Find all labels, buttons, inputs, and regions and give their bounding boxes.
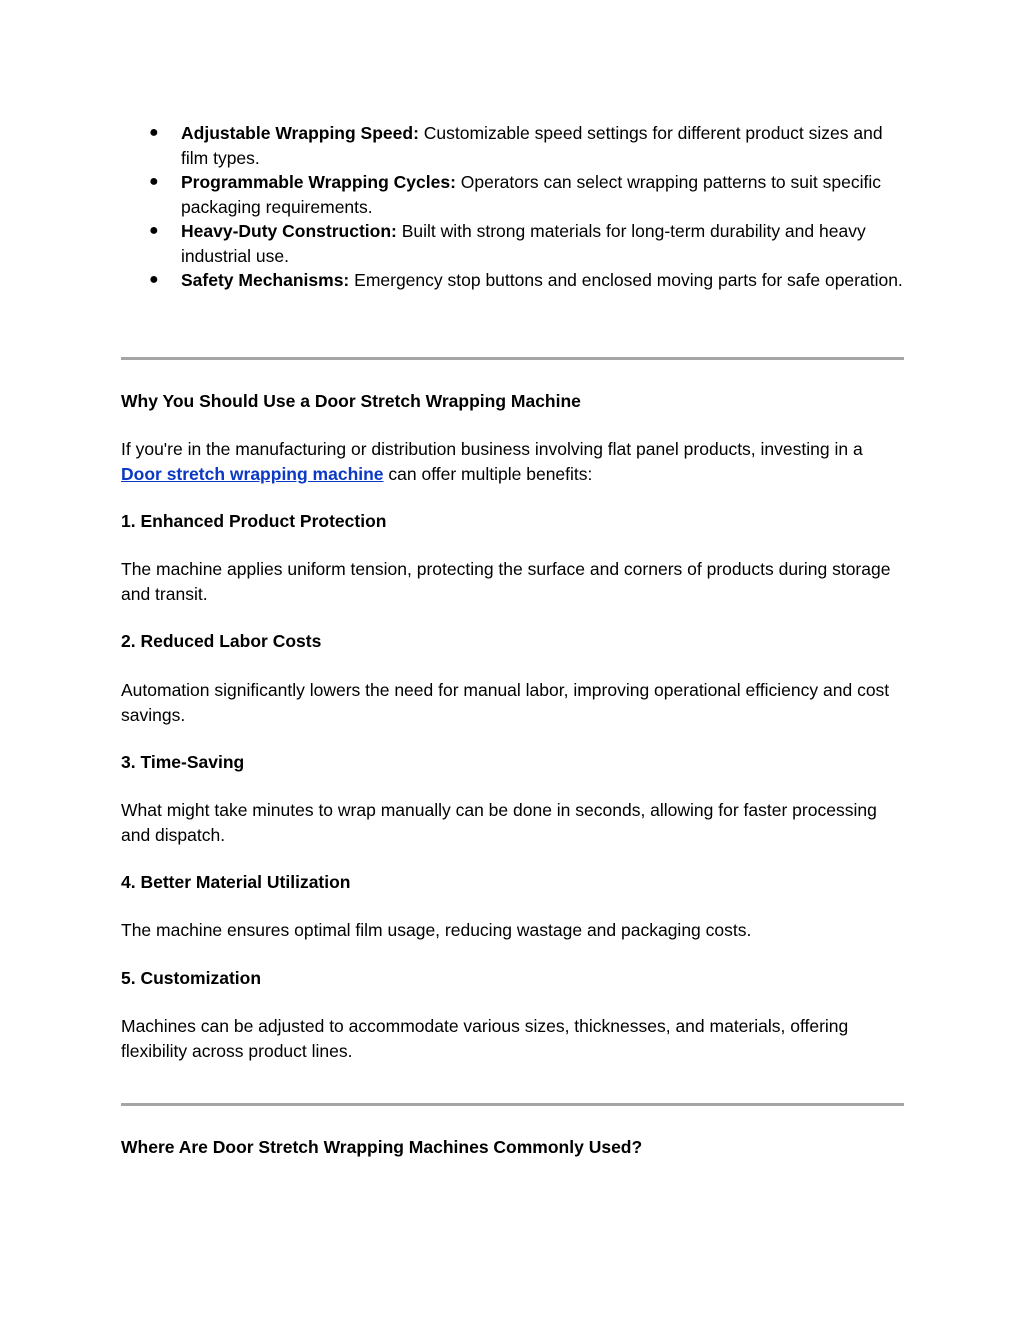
bullet-icon: ● — [149, 124, 159, 141]
benefit-text: The machine applies uniform tension, protecting the surface and corners of products during storage and transit. — [121, 559, 891, 604]
feature-list — [121, 121, 904, 293]
list-item — [121, 121, 904, 170]
section-divider — [121, 1103, 904, 1106]
benefit-text: What might take minutes to wrap manually can be done in seconds, allowing for faster processing and dispatch. — [121, 800, 877, 845]
list-item — [121, 219, 904, 268]
bullet-icon: ● — [149, 173, 159, 190]
feature-term: Heavy-Duty Construction: — [181, 221, 397, 241]
feature-text: Built with strong materials for long-term durability and heavy industrial use. — [181, 221, 866, 266]
feature-text: Customizable speed settings for different product sizes and film types. — [181, 123, 883, 168]
section-divider — [121, 357, 904, 360]
feature-text: Emergency stop buttons and enclosed moving parts for safe operation. — [354, 270, 903, 290]
feature-term: Adjustable Wrapping Speed: — [181, 123, 419, 143]
bullet-icon: ● — [149, 271, 159, 288]
door-stretch-wrapping-machine-link[interactable]: Door stretch wrapping machine — [121, 463, 384, 484]
benefit-heading: 5. Customization — [121, 968, 262, 988]
feature-term: Programmable Wrapping Cycles: — [181, 172, 456, 192]
intro-text-before: If you're in the manufacturing or distribution business involving flat panel products, investing in a — [121, 439, 863, 459]
section-heading: Why You Should Use a Door Stretch Wrapping Machine — [121, 391, 581, 411]
section-heading: Where Are Door Stretch Wrapping Machines Commonly Used? — [121, 1137, 643, 1157]
bullet-icon: ● — [149, 222, 159, 239]
intro-text-after: can offer multiple benefits: — [388, 463, 593, 484]
intro-paragraph — [121, 437, 904, 486]
feature-text: Operators can select wrapping patterns to suit specific packaging requirements. — [181, 172, 881, 217]
list-item — [121, 268, 904, 293]
benefit-heading: 1. Enhanced Product Protection — [121, 511, 387, 531]
benefit-heading: 2. Reduced Labor Costs — [121, 631, 322, 651]
benefit-text: Automation significantly lowers the need for manual labor, improving operational efficiency and cost savings. — [121, 680, 890, 725]
benefit-heading: 3. Time-Saving — [121, 752, 245, 772]
feature-term: Safety Mechanisms: — [181, 270, 350, 290]
benefit-text: The machine ensures optimal film usage, reducing wastage and packaging costs. — [121, 920, 752, 940]
benefit-text: Machines can be adjusted to accommodate various sizes, thicknesses, and materials, offering flexibility across product lines. — [121, 1016, 849, 1061]
list-item — [121, 170, 904, 219]
benefit-heading: 4. Better Material Utilization — [121, 872, 351, 892]
